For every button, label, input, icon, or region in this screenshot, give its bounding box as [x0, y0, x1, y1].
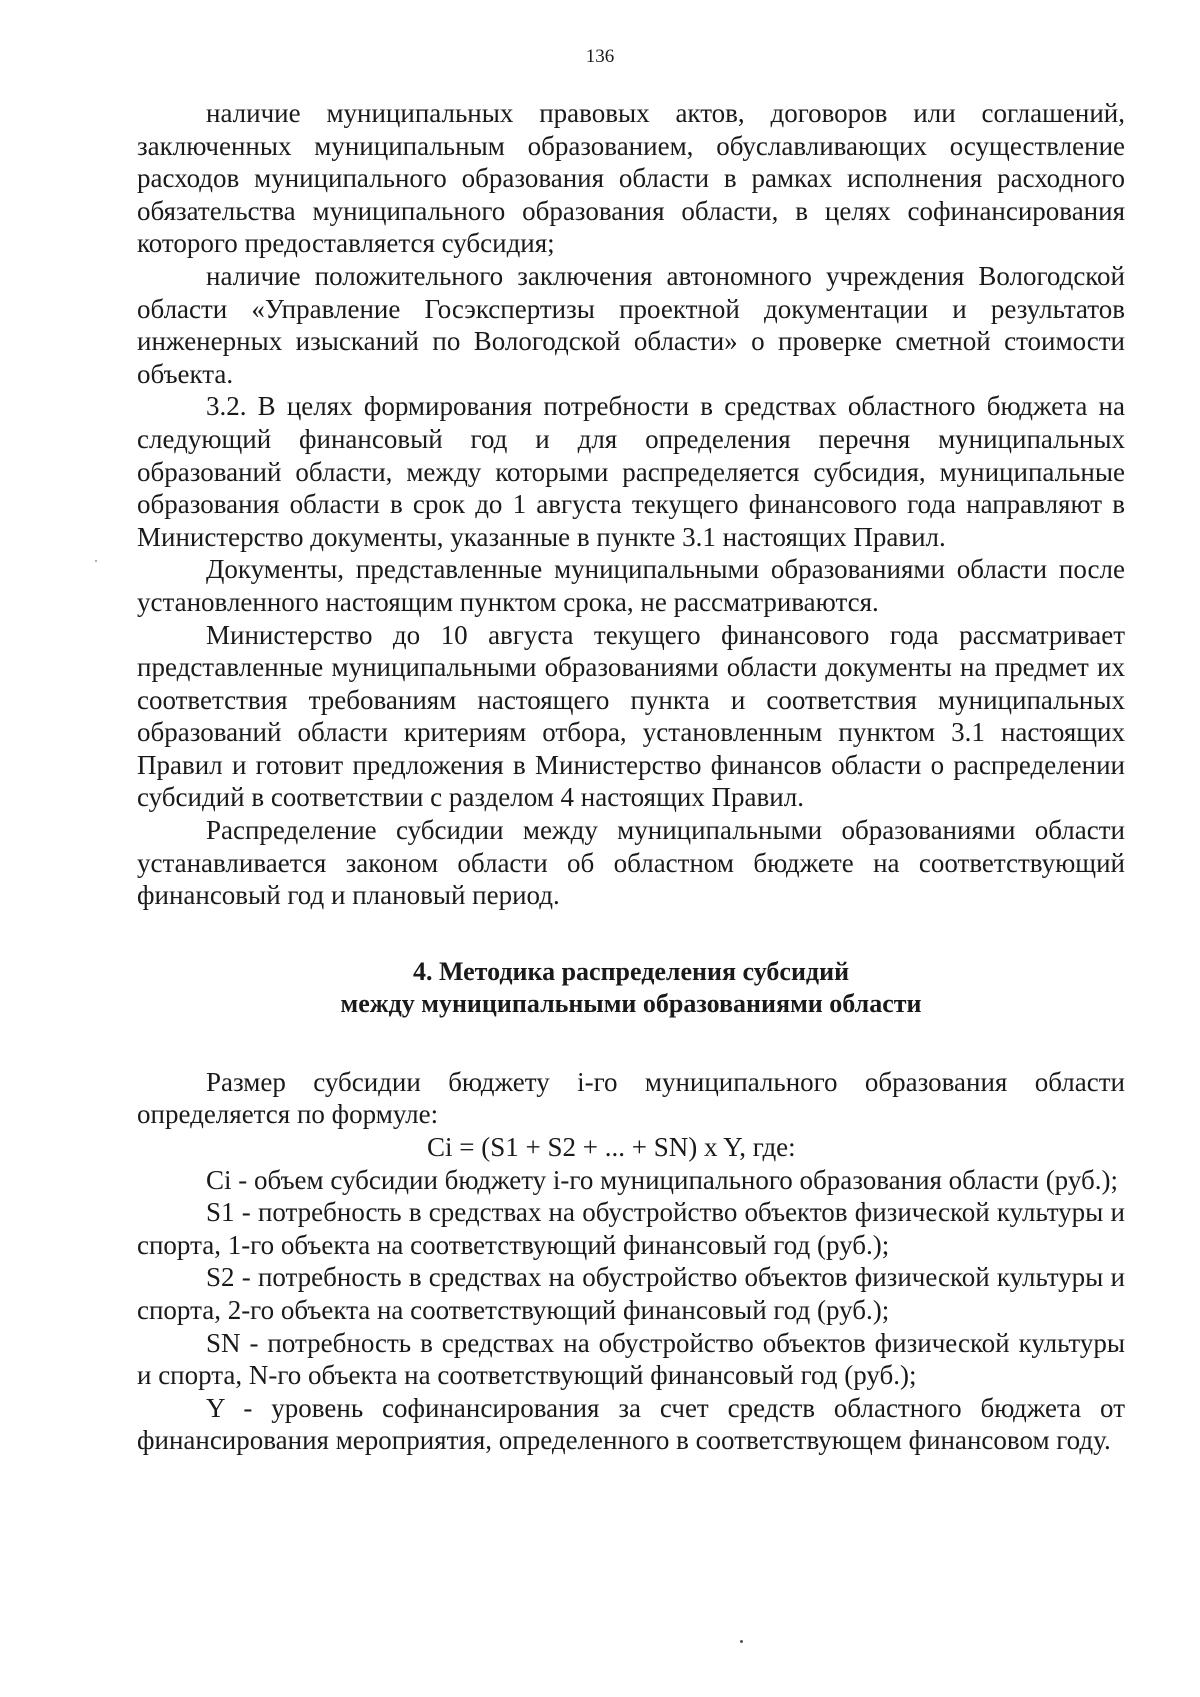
section-4-title-line-2: между муниципальными образованиями области	[340, 988, 922, 1018]
paragraph-ministry-review: Министерство до 10 августа текущего финансового года рассматривает представленные муниципальными образованиями области документы на предмет их соответствия требованиям настоящего пункта и соответствия муниципальных образований области критериям отбора, установленным пунктом 3.1 настоящих Правил и готовит предложения в Министерство финансов области о распределении субсидий в соответствии с разделом 4 настоящих Правил.	[137, 619, 1125, 813]
page-number: 136	[585, 46, 615, 67]
paragraph-late-documents: Документы, представленные муниципальными образованиями области после установленного настоящим пунктом срока, не рассматриваются.	[137, 554, 1125, 617]
paragraph-municipal-acts: наличие муниципальных правовых актов, договоров или соглашений, заключенных муниципальным образованием, обуславливающих осуществление расходов муниципального образования области в рамках исполнения расходного обязательства муниципального образования области, в целях софинансирования которого предоставляется субсидия;	[137, 98, 1125, 259]
subsidy-formula: Ci = (S1 + S2 + ... + SN) x Y, где:	[427, 1132, 796, 1163]
document-body	[137, 97, 1125, 1457]
definition-s1: S1 - потребность в средствах на обустройство объектов физической культуры и спорта, 1-го объекта на соответствующий финансовый год (руб.);	[137, 1197, 1125, 1260]
scan-speck	[95, 560, 97, 562]
definition-sn: SN - потребность в средствах на обустройство объектов физической культуры и спорта, N-го объекта на соответствующий финансовый год (руб.);	[137, 1327, 1125, 1391]
paragraph-distribution-law: Распределение субсидии между муниципальными образованиями области устанавливается законом области об областном бюджете на соответствующий финансовый год и плановый период.	[137, 815, 1125, 911]
section-4-heading	[137, 956, 1125, 1020]
definition-y: Y - уровень софинансирования за счет средств областного бюджета от финансирования мероприятия, определенного в соответствующем финансовом году.	[137, 1392, 1125, 1456]
formula-intro: Размер субсидии бюджету i-го муниципального образования области определяется по формуле:	[137, 1066, 1125, 1130]
paragraph-3-2: 3.2. В целях формирования потребности в средствах областного бюджета на следующий финансовый год и для определения перечня муниципальных образований области, между которыми распределяется субсидия, муниципальные образования области в срок до 1 августа текущего финансового года направляют в Министерство документы, указанные в пункте 3.1 настоящих Правил.	[137, 391, 1125, 552]
section-4-title-line-1: 4. Методика распределения субсидий	[412, 956, 850, 986]
scan-speck	[740, 1640, 743, 1643]
paragraph-expert-conclusion: наличие положительного заключения автономного учреждения Вологодской области «Управление Госэкспертизы проектной документации и результатов инженерных изысканий по Вологодской области» о проверке сметной стоимости объекта.	[137, 260, 1125, 389]
definition-ci: Ci - объем субсидии бюджету i-го муниципального образования области (руб.);	[206, 1164, 1118, 1195]
definition-s2: S2 - потребность в средствах на обустройство объектов физической культуры и спорта, 2-го объекта на соответствующий финансовый год (руб.);	[137, 1262, 1125, 1325]
